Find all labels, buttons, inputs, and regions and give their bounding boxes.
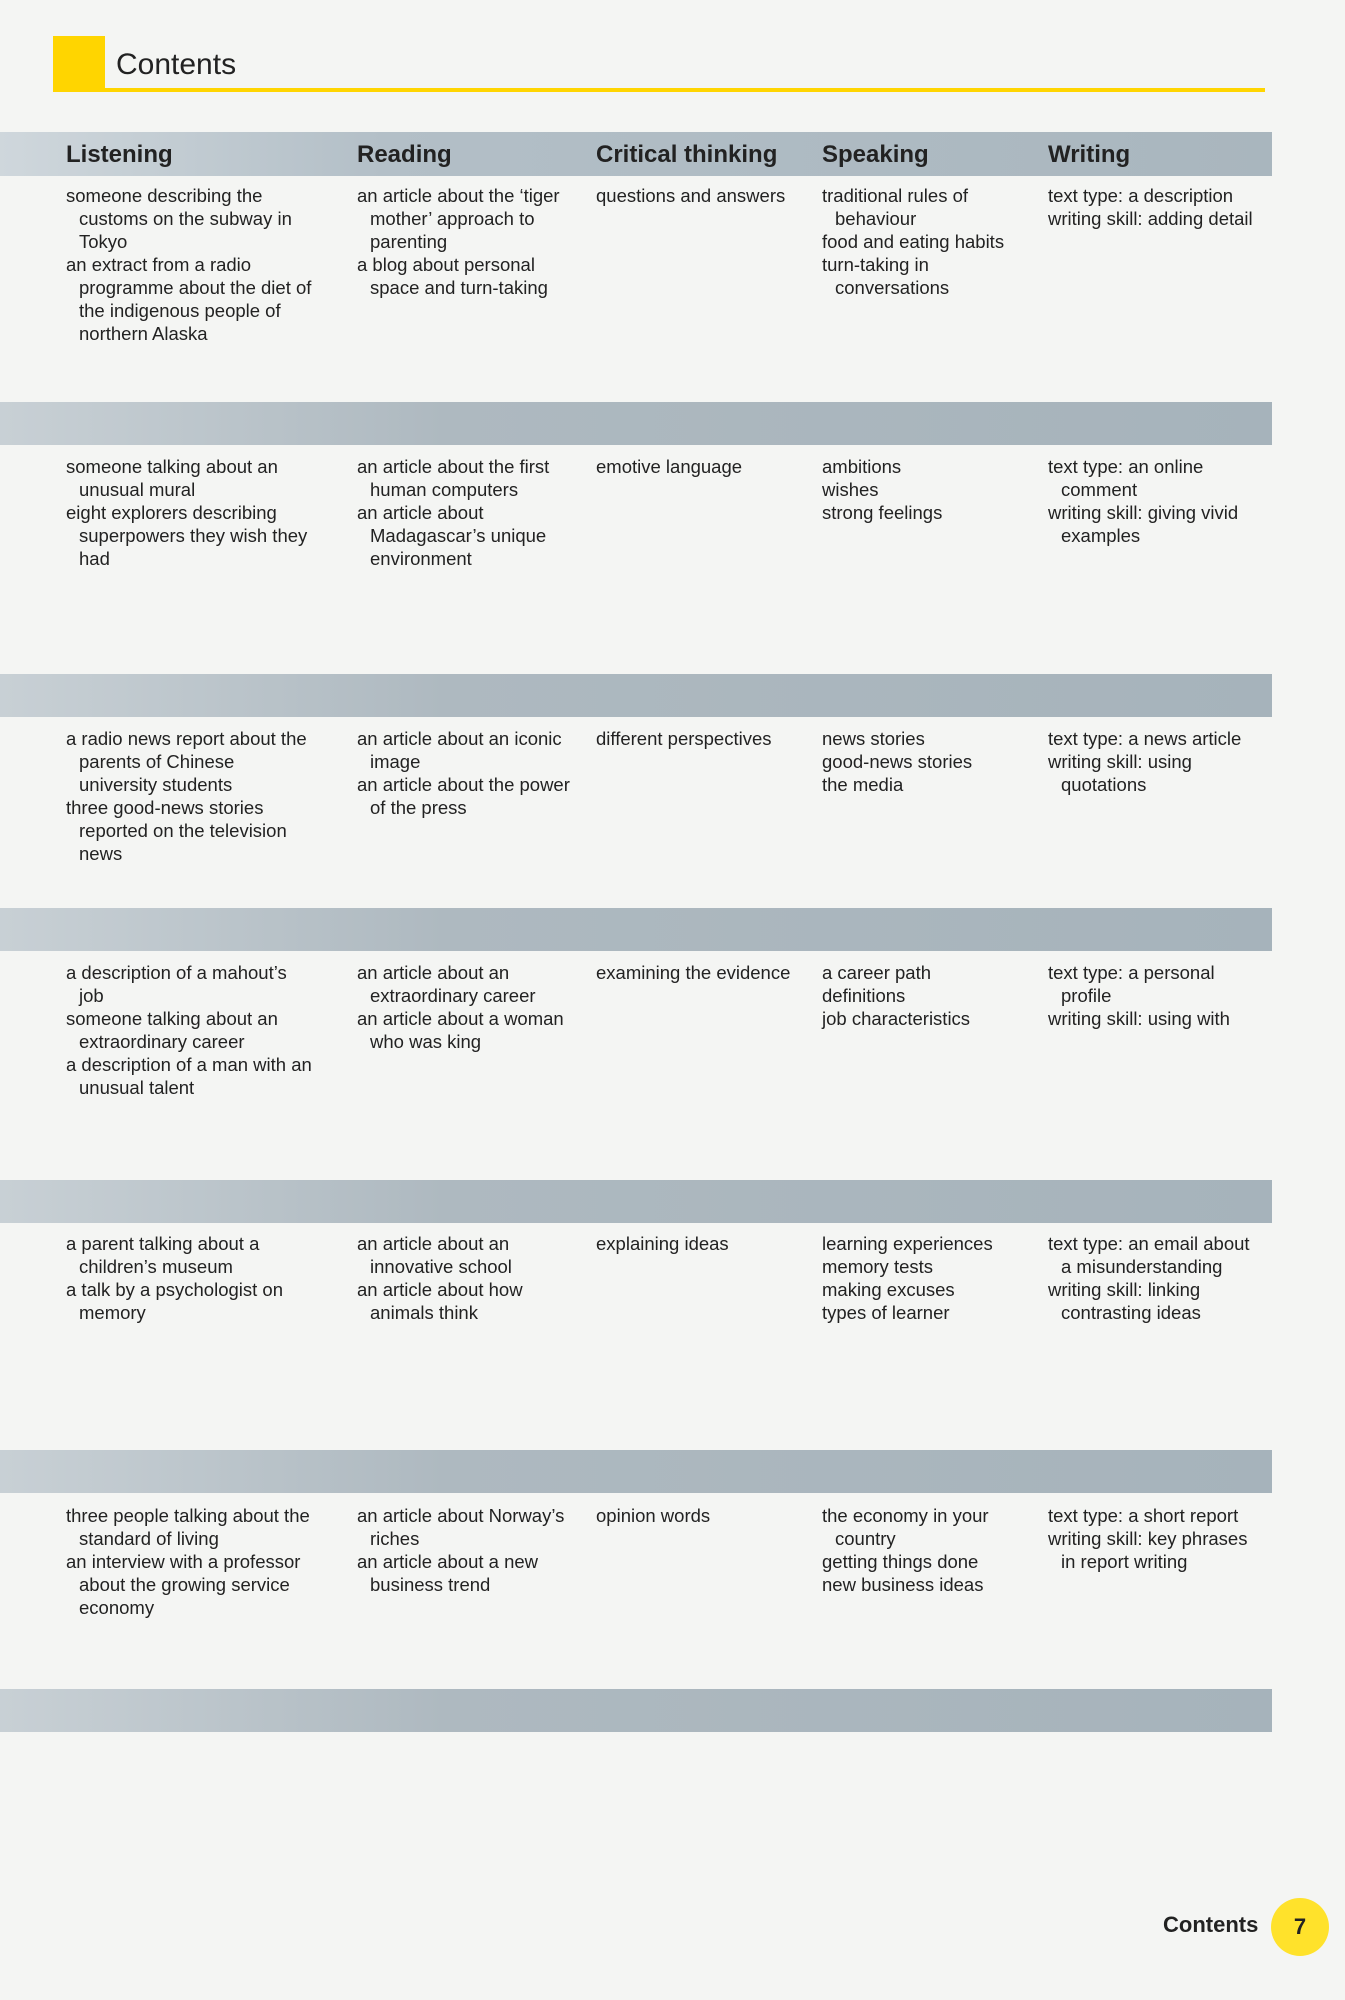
cell-speaking: [822, 184, 1017, 299]
contents-entry: an article about a new business trend: [357, 1551, 539, 1595]
contents-entry: the economy in your country: [822, 1505, 989, 1549]
contents-entry: food and eating habits: [822, 231, 1005, 252]
cell-critical: [596, 184, 806, 207]
cell-reading: [357, 961, 582, 1053]
contents-entry: an article about an extraordinary career: [357, 962, 536, 1006]
cell-listening: [66, 184, 316, 345]
cell-listening: [66, 961, 316, 1099]
section-separator-bar: [0, 908, 1272, 951]
cell-writing: [1048, 1504, 1263, 1573]
cell-speaking: [822, 1232, 1017, 1324]
contents-entry: turn-taking in conversations: [822, 254, 950, 298]
contents-entry: text type: an online comment: [1048, 456, 1204, 500]
contents-entry: a description of a man with an unusual talent: [66, 1054, 312, 1098]
contents-entry: writing skill: using with: [1048, 1008, 1230, 1029]
contents-entry: traditional rules of behaviour: [822, 185, 969, 229]
cell-reading: [357, 727, 582, 819]
contents-entry: strong feelings: [822, 502, 943, 523]
cell-critical: [596, 1504, 806, 1527]
cell-speaking: [822, 1504, 1017, 1596]
column-header-writing: Writing: [1048, 141, 1131, 168]
contents-entry: a career path: [822, 962, 932, 983]
contents-entry: text type: a description: [1048, 185, 1234, 206]
section-separator-bar: [0, 674, 1272, 717]
contents-entry: someone describing the customs on the subway in Tokyo: [66, 185, 292, 252]
contents-entry: an article about Madagascar’s unique environment: [357, 502, 547, 569]
header-rule: [105, 88, 1265, 92]
column-header-reading: Reading: [357, 141, 452, 168]
cell-listening: [66, 1232, 316, 1324]
contents-entry: someone talking about an extraordinary career: [66, 1008, 278, 1052]
footer-label: Contents: [1163, 1912, 1259, 1937]
cell-critical: [596, 1232, 806, 1255]
cell-listening: [66, 1504, 316, 1619]
contents-entry: an article about a woman who was king: [357, 1008, 564, 1052]
contents-entry: three good-news stories reported on the television news: [66, 797, 287, 864]
page-title: Contents: [116, 48, 237, 81]
contents-entry: an article about how animals think: [357, 1279, 523, 1323]
contents-entry: an interview with a professor about the growing service economy: [66, 1551, 301, 1618]
contents-entry: new business ideas: [822, 1574, 984, 1595]
contents-entry: eight explorers describing superpowers they wish they had: [66, 502, 308, 569]
contents-entry: writing skill: linking contrasting ideas: [1048, 1279, 1201, 1323]
contents-entry: emotive language: [596, 456, 743, 477]
cell-reading: [357, 1232, 582, 1324]
contents-entry: news stories: [822, 728, 925, 749]
contents-entry: text type: a personal profile: [1048, 962, 1215, 1006]
contents-entry: an article about an innovative school: [357, 1233, 512, 1277]
contents-entry: job characteristics: [822, 1008, 971, 1029]
contents-entry: making excuses: [822, 1279, 955, 1300]
contents-entry: types of learner: [822, 1302, 950, 1323]
contents-entry: an article about the first human computers: [357, 456, 550, 500]
contents-entry: an article about the power of the press: [357, 774, 570, 818]
section-separator-bar: [0, 1450, 1272, 1493]
cell-critical: [596, 961, 806, 984]
contents-entry: questions and answers: [596, 185, 786, 206]
contents-entry: ambitions: [822, 456, 902, 477]
contents-entry: definitions: [822, 985, 906, 1006]
contents-entry: text type: a news article: [1048, 728, 1242, 749]
section-separator-bar: [0, 1180, 1272, 1223]
column-header-listening: Listening: [66, 141, 173, 168]
contents-entry: a description of a mahout’s job: [66, 962, 287, 1006]
cell-critical: [596, 455, 806, 478]
contents-entry: an extract from a radio programme about the diet of the indigenous people of northern Alaska: [66, 254, 312, 344]
page-header: [53, 36, 1265, 92]
contents-entry: wishes: [822, 479, 879, 500]
cell-writing: [1048, 961, 1263, 1030]
contents-entry: writing skill: adding detail: [1048, 208, 1253, 229]
contents-entry: an article about an iconic image: [357, 728, 562, 772]
cell-reading: [357, 455, 582, 570]
cell-critical: [596, 727, 806, 750]
cell-reading: [357, 184, 582, 299]
contents-entry: writing skill: giving vivid examples: [1048, 502, 1239, 546]
cell-writing: [1048, 1232, 1263, 1324]
contents-entry: someone talking about an unusual mural: [66, 456, 278, 500]
contents-entry: learning experiences: [822, 1233, 993, 1254]
header-accent-block: [53, 36, 105, 92]
cell-speaking: [822, 727, 1017, 796]
cell-writing: [1048, 455, 1263, 547]
cell-listening: [66, 727, 316, 865]
cell-writing: [1048, 184, 1263, 230]
contents-entry: a radio news report about the parents of Chinese university students: [66, 728, 307, 795]
contents-entry: writing skill: key phrases in report writing: [1048, 1528, 1248, 1572]
cell-writing: [1048, 727, 1263, 796]
contents-entry: opinion words: [596, 1505, 711, 1526]
section-separator-bar: [0, 1689, 1272, 1732]
cell-speaking: [822, 455, 1017, 524]
cell-speaking: [822, 961, 1017, 1030]
section-separator-bar: [0, 402, 1272, 445]
contents-entry: a blog about personal space and turn-taking: [357, 254, 548, 298]
contents-entry: text type: an email about a misunderstanding: [1048, 1233, 1250, 1277]
contents-entry: a parent talking about a children’s museum: [66, 1233, 260, 1277]
contents-entry: different perspectives: [596, 728, 772, 749]
contents-entry: good-news stories: [822, 751, 973, 772]
page-number: 7: [1271, 1898, 1329, 1956]
contents-entry: memory tests: [822, 1256, 934, 1277]
cell-reading: [357, 1504, 582, 1596]
column-header-critical-thinking: Critical thinking: [596, 141, 778, 168]
contents-entry: an article about Norway’s riches: [357, 1505, 565, 1549]
contents-entry: text type: a short report: [1048, 1505, 1239, 1526]
contents-entry: a talk by a psychologist on memory: [66, 1279, 283, 1323]
contents-entry: three people talking about the standard of living: [66, 1505, 310, 1549]
contents-entry: examining the evidence: [596, 962, 791, 983]
contents-entry: getting things done: [822, 1551, 979, 1572]
cell-listening: [66, 455, 316, 570]
contents-entry: writing skill: using quotations: [1048, 751, 1192, 795]
column-header-speaking: Speaking: [822, 141, 929, 168]
contents-entry: the media: [822, 774, 904, 795]
contents-entry: an article about the ‘tiger mother’ approach to parenting: [357, 185, 560, 252]
contents-entry: explaining ideas: [596, 1233, 729, 1254]
